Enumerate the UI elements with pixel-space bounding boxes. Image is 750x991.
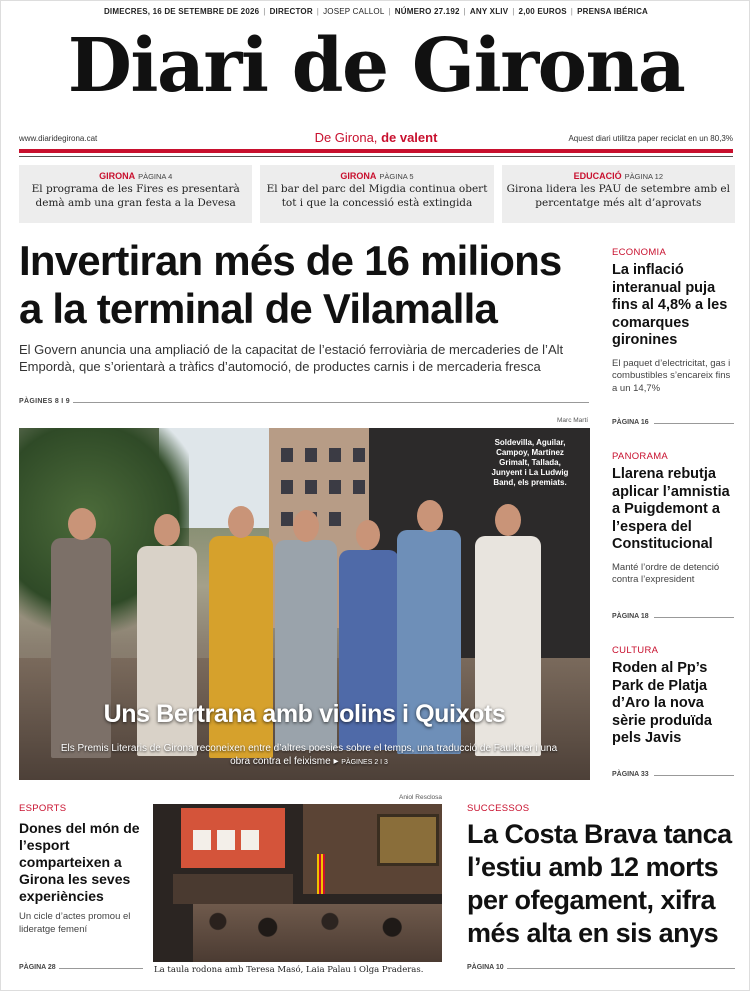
sidebar-story-panorama[interactable]	[612, 451, 734, 620]
person-head	[495, 504, 521, 536]
story-summary: Manté l’ordre de detenció contra l’expresident	[612, 561, 720, 585]
photo-audience	[193, 904, 442, 962]
story-page	[19, 964, 143, 971]
story-section: PANORAMA	[612, 451, 669, 462]
person-head	[228, 506, 254, 538]
lead-headline[interactable]: Invertiran més de 16 milions a la terminal de Vilamalla	[19, 237, 562, 332]
masthead-meta-bar: DIMECRES, 16 DE SETEMBRE DE 2026 | DIRECTOR | JOSEP CALLOL | NÚMERO 27.192 | ANY XLIV | 2,00 EUROS | PRENSA IBÉRICA	[103, 7, 649, 16]
story-headline[interactable]: La inflació interanual puja fins al 4,8% a les comarques gironines	[612, 262, 728, 348]
story-page	[467, 964, 735, 971]
person-head	[417, 500, 443, 532]
lead-standfirst: El Govern anuncia una ampliació de la capacitat de l’estació ferroviària de mercaderies de l’Alt Empordà, que s’orientarà a tràfics d’automoció, de productes carnis i de mercaderia fresca	[19, 342, 564, 374]
publisher-group: PRENSA IBÉRICA	[577, 7, 649, 16]
lead-story[interactable]	[19, 237, 591, 375]
teaser-section: GIRONA	[340, 171, 377, 181]
photo-credit: Marc Martí	[557, 417, 589, 424]
website-link[interactable]: www.diaridegirona.cat	[19, 134, 98, 143]
masthead-rule-thin	[19, 156, 733, 157]
director-name: JOSEP CALLOL	[323, 7, 385, 16]
photo-names: Soldevilla, Aguilar, Campoy, Martínez Grimalt, Tallada, Junyent i La Ludwig Band, els premiats.	[491, 438, 569, 487]
bottom-story-esports[interactable]	[19, 803, 143, 971]
teaser-text: El programa de les Fires es presentarà demà amb una gran festa a la Devesa	[31, 183, 240, 209]
main-photo[interactable]	[19, 428, 590, 780]
teaser-text: El bar del parc del Migdia continua obert tot i que la concessió està extingida	[266, 183, 488, 209]
photo-painting	[377, 814, 439, 866]
photo-screen	[181, 808, 285, 868]
sidebar-story-cultura[interactable]	[612, 645, 734, 778]
story-page	[612, 419, 734, 426]
teaser-section: GIRONA	[99, 171, 136, 181]
teaser-page: PÀGINA 5	[379, 172, 414, 181]
teaser-row	[19, 165, 735, 223]
story-headline[interactable]: Dones del món de l’esport comparteixen a Girona les seves experiències	[19, 820, 140, 904]
teaser-box[interactable]	[19, 165, 252, 223]
person-head	[154, 514, 180, 546]
masthead-rule	[19, 149, 733, 153]
teaser-page: PÀGINA 12	[624, 172, 663, 181]
photo-flag	[317, 854, 325, 894]
story-summary: El paquet d’electricitat, gas i combustibles s’encareix fins a un 14,7%	[612, 357, 731, 394]
masthead-subline	[19, 131, 733, 145]
bottom-photo[interactable]	[153, 804, 442, 962]
person-head	[356, 520, 380, 550]
photo-caption-pages: PÀGINES 2 I 3	[341, 759, 388, 766]
story-headline[interactable]: Roden al Pp’s Park de Platja d’Aro la nova sèrie produïda pels Javis	[612, 660, 712, 746]
story-section: SUCCESSOS	[467, 803, 530, 814]
story-page-label: PÀGINA 16	[612, 419, 649, 426]
person-head	[68, 508, 96, 540]
teaser-text: Girona lidera les PAU de setembre amb el percentatge més alt d’aprovats	[506, 183, 730, 209]
bottom-photo-credit: Aniol Resclosa	[399, 794, 442, 801]
story-page-label: PÀGINA 33	[612, 771, 649, 778]
story-page-label: PÀGINA 28	[19, 964, 56, 971]
lead-pages-label: PÀGINES 8 I 9	[19, 398, 70, 405]
issue-price: 2,00 EUROS	[518, 7, 567, 16]
bottom-story-successos[interactable]	[467, 803, 735, 971]
story-page-label: PÀGINA 10	[467, 964, 504, 971]
director-label: DIRECTOR	[269, 7, 313, 16]
newspaper-title[interactable]: Diari de Girona	[67, 23, 685, 109]
photo-caption-text: Els Premis Literaris de Girona reconeixen entre d’altres poesies sobre el temps, una traducció de Faulkner i una obra contra el feixisme	[60, 743, 558, 767]
recycle-note: Aquest diari utilitza paper reciclat en un 80,3%	[568, 134, 733, 143]
story-page	[612, 613, 734, 620]
story-section: ESPORTS	[19, 803, 67, 814]
issue-number: NÚMERO 27.192	[394, 7, 460, 16]
photo-stage	[173, 874, 293, 904]
story-page	[612, 771, 734, 778]
edition-date: DIMECRES, 16 DE SETEMBRE DE 2026	[103, 7, 260, 16]
photo-caption: Els Premis Literaris de Girona reconeixen entre d’altres poesies sobre el temps, una traducció de Faulkner i una obra contra el feixisme ▸ PÀGINES 2 I 3	[60, 743, 558, 767]
person-head	[293, 510, 319, 542]
issue-year: ANY XLIV	[469, 7, 509, 16]
teaser-page: PÀGINA 4	[138, 172, 173, 181]
story-section: CULTURA	[612, 645, 659, 656]
teaser-box[interactable]	[260, 165, 493, 223]
teaser-box[interactable]	[502, 165, 735, 223]
story-summary: Un cicle d’actes promou el lideratge femení	[19, 911, 131, 935]
story-headline[interactable]: Llarena rebutja aplicar l’amnistia a Puigdemont a l’espera del Constitucional	[612, 466, 730, 552]
motto-bold: de valent	[381, 130, 438, 145]
motto-prefix: De Girona,	[314, 130, 378, 145]
teaser-section: EDUCACIÓ	[573, 171, 622, 181]
sidebar-story-economia[interactable]	[612, 247, 734, 426]
story-page-label: PÀGINA 18	[612, 613, 649, 620]
photo-title[interactable]: Uns Bertrana amb violins i Quixots	[103, 700, 506, 728]
story-section: ECONOMIA	[612, 247, 667, 258]
story-headline[interactable]: La Costa Brava tanca l’estiu amb 12 morts per ofegament, xifra més alta en sis anys	[467, 819, 732, 948]
lead-pages	[19, 398, 589, 405]
bottom-photo-caption: La taula rodona amb Teresa Masó, Laia Palau i Olga Praderas.	[154, 965, 424, 975]
